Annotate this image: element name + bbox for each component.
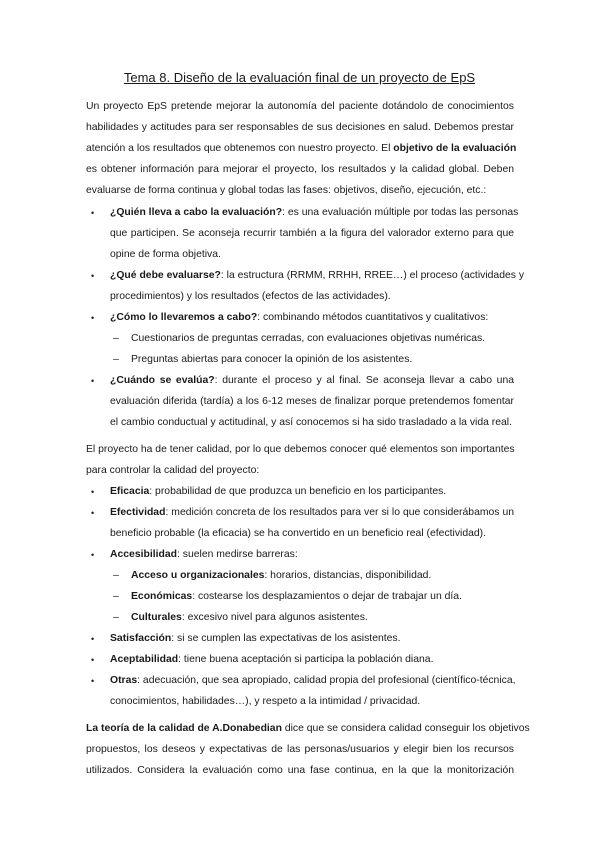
satisfaccion-text: : si se cumplen las expectativas de los asistentes.	[171, 633, 401, 644]
aceptabilidad-line	[110, 653, 433, 666]
intro-line-1: Un proyecto EpS pretende mejorar la autonomía del paciente dotándolo de conocimientos	[86, 101, 514, 112]
q3-text: : combinando métodos cuantitativos y cualitativos:	[257, 312, 489, 323]
q4-line-1	[110, 374, 514, 387]
p3-text: dice que se considera calidad conseguir los objetivos	[281, 723, 530, 734]
otras-line-2: conocimientos, habilidades…), y respeto a la intimidad / privacidad.	[110, 696, 421, 707]
intro-line-2: habilidades y actitudes para ser responsables de sus decisiones en salud. Debemos prestar	[86, 122, 514, 133]
accesibilidad-term: Accesibilidad	[110, 549, 177, 560]
p3-line-1	[86, 722, 530, 735]
acceso-text: : horarios, distancias, disponibilidad.	[264, 570, 432, 581]
q3-sub-1: Cuestionarios de preguntas cerradas, con evaluaciones objetivas numéricas.	[131, 333, 486, 344]
satisfaccion-term: Satisfacción	[110, 633, 172, 644]
bullet-icon: •	[91, 271, 95, 281]
accesibilidad-sub-1	[131, 569, 431, 582]
dash-icon: –	[113, 333, 119, 344]
intro-text: atención a los resultados que obtenemos con nuestro proyecto. El	[86, 143, 394, 154]
donabedian-term: La teoría de la calidad de A.Donabedian	[86, 723, 282, 734]
otras-term: Otras	[110, 675, 138, 686]
efectividad-term: Efectividad	[110, 507, 166, 518]
bullet-icon: •	[91, 550, 95, 560]
satisfaccion-line	[110, 632, 401, 645]
bullet-icon: •	[91, 487, 95, 497]
q2-term: ¿Qué debe evaluarse?	[110, 270, 221, 281]
eficacia-term: Eficacia	[110, 486, 150, 497]
q1-line-3: opine de forma objetiva.	[110, 249, 221, 260]
q4-line-2: evaluación diferida (tardía) a los 6-12 meses de finalizar porque pretendemos fomentar	[110, 396, 514, 407]
dash-icon: –	[113, 591, 119, 602]
intro-line-3	[86, 142, 517, 155]
q1-line-2: que participen. Se aconseja recurrir también a la figura del valorador externo para que	[110, 228, 514, 239]
dash-icon: –	[113, 612, 119, 623]
p3-line-3: utilizados. Considera la evaluación como una fase continua, en la que la monitorización	[86, 765, 514, 776]
dash-icon: –	[113, 354, 119, 365]
p2-line-1: El proyecto ha de tener calidad, por lo que debemos conocer qué elementos son importantes	[86, 444, 515, 455]
bullet-icon: •	[91, 655, 95, 665]
efectividad-text: : medición concreta de los resultados para ver si lo que considerábamos un	[165, 507, 514, 518]
q2-line-1	[110, 269, 525, 282]
culturales-text: : excesivo nivel para algunos asistentes.	[181, 612, 368, 623]
aceptabilidad-text: : tiene buena aceptación si participa la población diana.	[178, 654, 434, 665]
q3-line-1	[110, 311, 488, 324]
p3-line-2: propuestos, los deseos y expectativas de las personas/usuarios y elegir bien los recursos	[86, 744, 514, 755]
objective-term: objetivo de la evaluación	[393, 143, 517, 154]
aceptabilidad-term: Aceptabilidad	[110, 654, 179, 665]
accesibilidad-line	[110, 548, 298, 561]
eficacia-line	[110, 485, 446, 498]
acceso-term: Acceso u organizacionales	[131, 570, 265, 581]
otras-line-1	[110, 674, 514, 687]
q4-term: ¿Cuándo se evalúa?	[110, 375, 215, 386]
q2-line-2: procedimientos) y los resultados (efectos de las actividades).	[110, 291, 391, 302]
intro-line-5: evaluarse de forma continua y global todas las fases: objetivos, diseño, ejecución, etc.:	[86, 185, 487, 196]
bullet-icon: •	[91, 208, 95, 218]
otras-text: : adecuación, que sea apropiado, calidad propia del profesional (científico-técnica,	[137, 675, 516, 686]
bullet-icon: •	[91, 376, 95, 386]
page-title: Tema 8. Diseño de la evaluación final de un proyecto de EpS	[123, 70, 476, 85]
economicas-text: : costearse los desplazamientos o dejar de trabajar un día.	[192, 591, 462, 602]
p2-line-2: para controlar la calidad del proyecto:	[86, 465, 260, 476]
bullet-icon: •	[91, 634, 95, 644]
q3-sub-2: Preguntas abiertas para conocer la opinión de los asistentes.	[131, 354, 413, 365]
economicas-term: Económicas	[131, 591, 193, 602]
q4-text: : durante el proceso y al final. Se aconseja llevar a cabo una	[214, 375, 514, 386]
bullet-icon: •	[91, 676, 95, 686]
intro-line-4: es obtener información para mejorar el proyecto, los resultados y la calidad global. Deben	[86, 164, 514, 175]
q3-term: ¿Cómo lo llevaremos a cabo?	[110, 312, 258, 323]
bullet-icon: •	[91, 313, 95, 323]
dash-icon: –	[113, 570, 119, 581]
q1-term: ¿Quién lleva a cabo la evaluación?	[110, 207, 283, 218]
accesibilidad-sub-2	[131, 590, 462, 603]
efectividad-line-1	[110, 506, 514, 519]
accesibilidad-sub-3	[131, 611, 368, 624]
q1-line-1	[110, 206, 519, 219]
q1-text: : es una evaluación múltiple por todas las personas	[282, 207, 519, 218]
accesibilidad-text: : suelen medirse barreras:	[177, 549, 298, 560]
q4-line-3: el cambio conductual y actitudinal, y así conocemos si ha sido trasladado a la vida real.	[110, 417, 512, 428]
culturales-term: Culturales	[131, 612, 182, 623]
eficacia-text: : probabilidad de que produzca un beneficio en los participantes.	[149, 486, 447, 497]
bullet-icon: •	[91, 508, 95, 518]
efectividad-line-2: beneficio probable (la eficacia) se ha convertido en un beneficio real (efectividad).	[110, 528, 487, 539]
q2-text: : la estructura (RRMM, RRHH, RREE…) el proceso (actividades y	[220, 270, 525, 281]
